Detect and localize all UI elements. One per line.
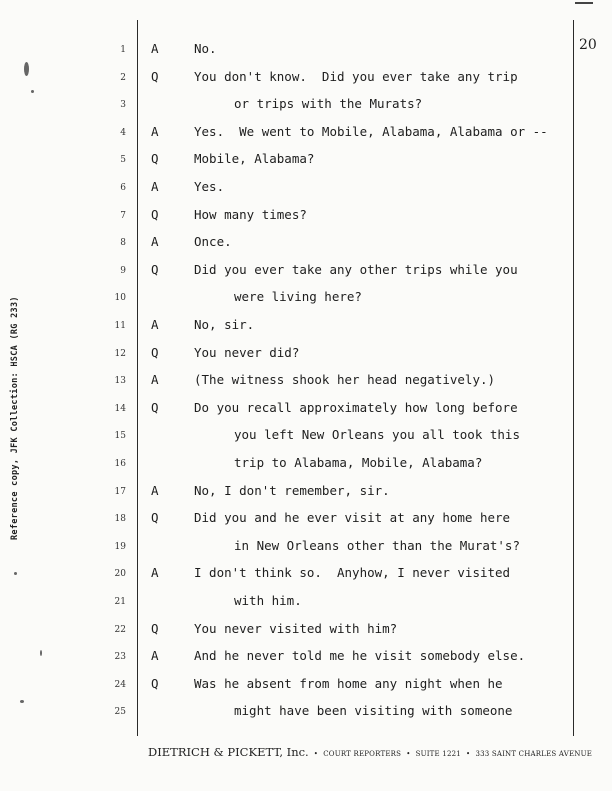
right-margin-rule (573, 20, 574, 736)
speaker-label: Q (151, 68, 159, 84)
footer-separator: • (313, 750, 319, 758)
line-number: 6 (120, 183, 126, 193)
transcript-line-text: No, sir. (194, 317, 255, 332)
transcript-line-text: No, I don't remember, sir. (194, 482, 390, 498)
scan-speck (20, 700, 24, 703)
speaker-label: A (151, 179, 159, 194)
line-number: 19 (114, 541, 126, 552)
scan-speck (31, 90, 34, 93)
line-number: 17 (114, 486, 126, 497)
transcript-line-text: or trips with the Murats? (234, 96, 423, 112)
transcript-line-text: might have been visiting with someone (234, 703, 513, 719)
speaker-label: A (151, 317, 159, 332)
scan-speck (24, 62, 29, 76)
speaker-label: A (151, 648, 159, 664)
transcript-line-text: And he never told me he visit somebody else. (194, 648, 526, 664)
line-number: 20 (114, 569, 126, 580)
footer-address: 333 SAINT CHARLES AVENUE (475, 750, 593, 758)
transcript-line-text: You never visited with him? (194, 620, 398, 636)
speaker-label: Q (151, 675, 159, 691)
transcript-line-text: Was he absent from home any night when he (194, 675, 503, 691)
transcript-line-text: No. (194, 41, 217, 56)
line-number: 3 (120, 100, 126, 111)
transcript-line-text: in New Orleans other than the Murat's? (234, 537, 520, 553)
transcript-line-text: Once. (194, 234, 232, 250)
line-number: 24 (114, 679, 126, 690)
speaker-label: Q (151, 344, 159, 360)
footer-reporters: COURT REPORTERS (323, 750, 402, 758)
line-number: 11 (114, 321, 126, 331)
footer-separator: • (406, 750, 411, 758)
transcript-line-text: You don't know. Did you ever take any trip (194, 68, 518, 84)
speaker-label: A (151, 234, 159, 250)
transcript-line-text: Yes. (194, 179, 225, 194)
transcript-line-text: I don't think so. Anyhow, I never visited (194, 565, 511, 581)
transcript-line-text: trip to Alabama, Mobile, Alabama? (234, 455, 483, 470)
line-number: 25 (114, 707, 126, 718)
line-number: 12 (114, 348, 126, 359)
speaker-label: Q (151, 261, 159, 277)
transcript-line-text: you left New Orleans you all took this (234, 427, 520, 443)
footer-firm: DIETRICH & PICKETT, Inc. (148, 745, 309, 759)
footer-separator: • (466, 750, 471, 758)
transcript-line-text: Yes. We went to Mobile, Alabama, Alabama or -- (194, 123, 548, 139)
transcript-line-text: were living here? (234, 289, 362, 305)
line-number: 16 (114, 459, 126, 469)
footer (148, 741, 592, 760)
speaker-label: Q (151, 399, 159, 415)
line-number: 14 (114, 403, 126, 414)
line-number: 13 (114, 376, 126, 387)
speaker-label: A (151, 372, 159, 388)
scan-speck (40, 650, 42, 656)
speaker-label: Q (151, 151, 159, 167)
transcript-line-text: Did you and he ever visit at any home here (194, 510, 511, 526)
scan-mark (575, 2, 593, 4)
archive-reference-note: Reference copy, JFK Collection: HSCA (RG 233) (10, 296, 20, 540)
speaker-label: Q (151, 206, 159, 222)
speaker-label: A (151, 565, 159, 581)
line-number: 9 (120, 265, 126, 276)
transcript-line-text: You never did? (194, 344, 300, 360)
line-number: 21 (114, 597, 126, 607)
line-number: 2 (120, 72, 126, 83)
line-number: 22 (114, 624, 126, 635)
speaker-label: A (151, 482, 159, 498)
line-number: 10 (114, 293, 126, 304)
scan-speck (14, 572, 17, 575)
speaker-label: A (151, 41, 159, 56)
transcript-line-text: Mobile, Alabama? (194, 151, 315, 167)
line-number: 4 (120, 127, 126, 138)
speaker-label: Q (151, 510, 159, 526)
transcript-line-text: with him. (234, 593, 302, 608)
speaker-label: A (151, 123, 159, 139)
line-number: 8 (120, 238, 126, 249)
line-number: 7 (120, 210, 126, 221)
left-margin-rule (137, 20, 138, 736)
page-number: 20 (579, 37, 597, 53)
transcript-line-text: Do you recall approximately how long before (194, 399, 518, 415)
transcript-line-text: How many times? (194, 206, 307, 222)
line-number: 1 (120, 45, 126, 55)
line-number: 15 (114, 431, 126, 442)
speaker-label: Q (151, 620, 159, 636)
line-number: 18 (114, 514, 126, 525)
footer-suite: SUITE 1221 (415, 750, 461, 758)
transcript-line-text: Did you ever take any other trips while you (194, 261, 518, 277)
line-number: 23 (114, 652, 126, 663)
line-number: 5 (120, 155, 126, 166)
transcript-line-text: (The witness shook her head negatively.) (194, 372, 496, 388)
